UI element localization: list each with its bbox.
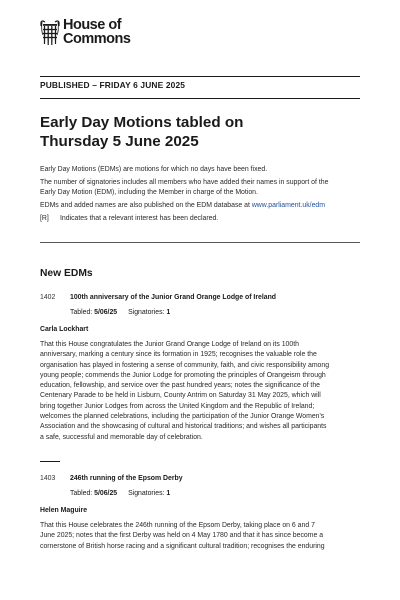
intro-paragraph-1: Early Day Motions (EDMs) are motions for which no days have been fixed. [40, 166, 268, 173]
edm-text-line: That this House celebrates the 246th running of the Epsom Derby, taking place on 6 and 7 [40, 522, 315, 529]
edm-text-line: welcomes the planned celebrations, including the participation of the Junior Orange Women's [40, 413, 325, 421]
intro-paragraph-4 [40, 214, 365, 224]
logo-line-1: House of [63, 17, 122, 33]
signatories-label: Signatories: [128, 309, 165, 316]
intro-paragraph-2-line-2: Early Day Motion (EDM), including the Member in charge of the Motion. [40, 188, 258, 196]
tabled-date: 5/06/25 [94, 309, 118, 316]
intro-paragraph-2-line-1: The number of signatories includes all members who have added their names in support of the [40, 179, 329, 187]
edm-text-line: June 2025; notes that the first Derby was held on 4 May 1780 and that it has since become a [40, 532, 324, 540]
relevant-interest-text: Indicates that a relevant interest has been declared. [60, 215, 219, 223]
edm-text-line: anniversary, marking a century since its formation in 1925; recognises the valuable role the [40, 351, 317, 359]
intro-paragraph-3-text: EDMs and added names are also published on the EDM database at [40, 201, 252, 209]
edm-number: 1403 [40, 475, 56, 482]
edm-meta [70, 490, 170, 497]
tabled-label: Tabled: [70, 309, 93, 316]
edm-mover: Helen Maguire [40, 507, 88, 514]
edm-meta [70, 309, 170, 316]
edm-title[interactable]: 246th running of the Epsom Derby [70, 475, 183, 482]
edm-text-line: bring together Junior Lodges from across the United Kingdom and the Republic of Ireland; [40, 402, 315, 410]
edm-text-line: Association and the showcasing of cultural and historical traditions; and wishes all participants [40, 423, 327, 431]
edm-mover: Carla Lockhart [40, 326, 89, 333]
portcullis-icon [40, 19, 60, 46]
top-divider [40, 76, 360, 77]
page-title-line-2: Thursday 5 June 2025 [40, 133, 199, 150]
section-divider [40, 242, 360, 243]
edm-text-line: a safe, successful and memorable day of celebration. [40, 433, 203, 441]
signatories-count: 1 [166, 490, 171, 497]
relevant-interest-tag: [R] [40, 215, 49, 223]
tabled-label: Tabled: [70, 490, 93, 497]
house-of-commons-logo [40, 19, 130, 46]
edm-text-line: young people; commends the Junior Lodge for promoting the principles of Orangeism through [40, 371, 326, 379]
edm-text-line: education, fellowship, and service over the past hundred years; notes the significance of the [40, 382, 321, 390]
section-heading: New EDMs [40, 268, 93, 279]
tabled-date: 5/06/25 [94, 490, 118, 497]
published-divider [40, 98, 360, 99]
signatories-count: 1 [166, 309, 171, 316]
intro-section [40, 165, 365, 227]
edm-database-link[interactable]: www.parliament.uk/edm [251, 201, 325, 209]
edm-text-line: cornerstone of British horse racing and a significant cultural tradition; recognises the enduring [40, 542, 325, 550]
entry-separator [40, 461, 60, 462]
logo-line-2: Commons [63, 30, 131, 47]
edm-number: 1402 [40, 294, 56, 301]
edm-text-line: That this House congratulates the Junior Grand Orange Lodge of Ireland on its 100th [40, 341, 299, 348]
intro-paragraph-2 [40, 178, 365, 198]
edm-text [40, 521, 365, 552]
page-title-line-1: Early Day Motions tabled on [40, 114, 244, 131]
published-date: PUBLISHED – FRIDAY 6 JUNE 2025 [40, 80, 186, 90]
edm-text-line: organisation has played in fostering a sense of community, faith, and civic responsibility among [40, 361, 330, 369]
edm-text-line: Centenary Parade to be held in Lisburn, County Antrim on Saturday 31 May 2025, which will [40, 392, 321, 400]
page-title [40, 113, 340, 151]
intro-paragraph-3 [40, 201, 365, 211]
edm-text [40, 340, 365, 443]
edm-title[interactable]: 100th anniversary of the Junior Grand Orange Lodge of Ireland [70, 294, 276, 301]
signatories-label: Signatories: [128, 490, 165, 497]
